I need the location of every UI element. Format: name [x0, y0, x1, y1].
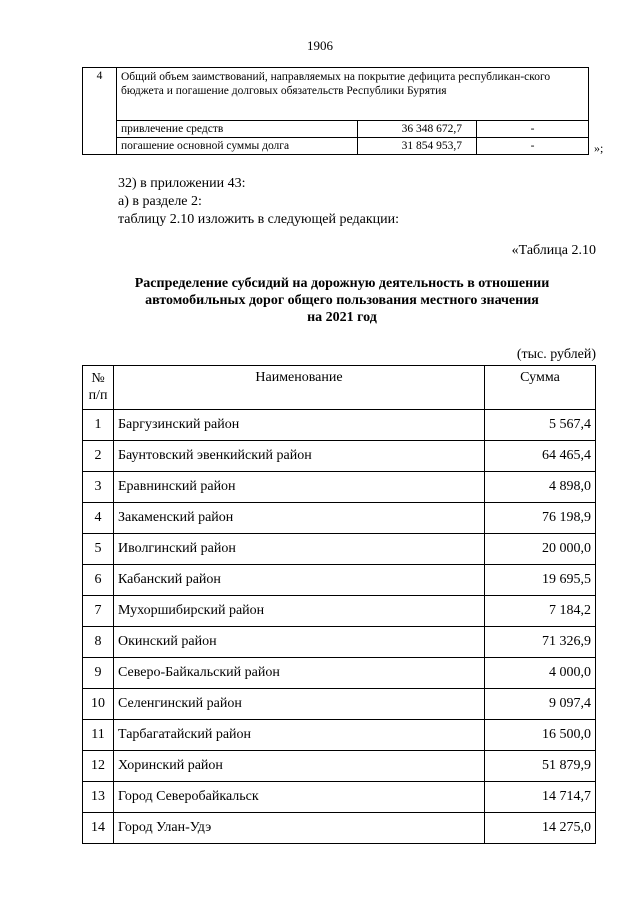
header-number	[83, 366, 114, 410]
row-sum: 4 898,0	[485, 472, 596, 503]
paragraph-subitem-a: а) в разделе 2:	[118, 194, 202, 209]
table-row	[83, 658, 596, 689]
row-name: Еравнинский район	[114, 472, 485, 503]
table-row	[83, 782, 596, 813]
row-sum: 9 097,4	[485, 689, 596, 720]
borrowing-subrow	[83, 121, 589, 138]
row-number: 3	[83, 472, 114, 503]
table-row	[83, 627, 596, 658]
row-sum: 51 879,9	[485, 751, 596, 782]
row-sum: 14 275,0	[485, 813, 596, 844]
header-sum: Сумма	[485, 366, 596, 410]
row-sum: 76 198,9	[485, 503, 596, 534]
borrowing-subrow-name: погашение основной суммы долга	[117, 138, 358, 155]
borrowing-subrow-extra: -	[477, 138, 589, 155]
row-name: Тарбагатайский район	[114, 720, 485, 751]
row-number: 14	[83, 813, 114, 844]
units-label: (тыс. рублей)	[516, 347, 596, 362]
closing-quote: »;	[594, 141, 604, 155]
row-name: Город Северобайкальск	[114, 782, 485, 813]
row-sum: 20 000,0	[485, 534, 596, 565]
header-name: Наименование	[114, 366, 485, 410]
row-name: Окинский район	[114, 627, 485, 658]
row-sum: 7 184,2	[485, 596, 596, 627]
borrowing-subrow	[83, 138, 589, 155]
table-row	[83, 813, 596, 844]
table-header-row	[83, 366, 596, 410]
borrowing-subrow-value: 36 348 672,7	[358, 121, 477, 138]
row-name: Мухоршибирский район	[114, 596, 485, 627]
row-name: Город Улан-Удэ	[114, 813, 485, 844]
row-name: Хоринский район	[114, 751, 485, 782]
row-name: Северо-Байкальский район	[114, 658, 485, 689]
row-number: 2	[83, 441, 114, 472]
title-line: автомобильных дорог общего пользования местного значения	[145, 293, 539, 308]
table-row	[83, 534, 596, 565]
row-number: 9	[83, 658, 114, 689]
title-line: Распределение субсидий на дорожную деятельность в отношении	[134, 276, 550, 291]
row-sum: 71 326,9	[485, 627, 596, 658]
borrowing-subrow-name: привлечение средств	[117, 121, 358, 138]
borrowing-description: Общий объем заимствований, направляемых на покрытие дефицита республикан-ского бюджета и погашение долговых обязательств Республики Бурятия	[117, 68, 589, 121]
row-sum: 14 714,7	[485, 782, 596, 813]
row-sum: 4 000,0	[485, 658, 596, 689]
row-sum: 5 567,4	[485, 410, 596, 441]
row-name: Кабанский район	[114, 565, 485, 596]
row-name: Селенгинский район	[114, 689, 485, 720]
table-row	[83, 472, 596, 503]
row-sum: 16 500,0	[485, 720, 596, 751]
row-number: 1	[83, 410, 114, 441]
table-row	[83, 751, 596, 782]
row-number: 8	[83, 627, 114, 658]
borrowing-row-number: 4	[83, 68, 117, 155]
subsidy-table	[82, 365, 596, 844]
row-number: 10	[83, 689, 114, 720]
row-name: Баунтовский эвенкийский район	[114, 441, 485, 472]
header-number-line2: п/п	[88, 388, 108, 403]
row-number: 6	[83, 565, 114, 596]
table-row	[83, 503, 596, 534]
table-row	[83, 441, 596, 472]
page-number: 1906	[307, 38, 333, 53]
row-number: 11	[83, 720, 114, 751]
table-label: «Таблица 2.10	[511, 243, 596, 258]
borrowing-subrow-extra: -	[477, 121, 589, 138]
title-line: на 2021 год	[307, 310, 377, 325]
table-row	[83, 720, 596, 751]
table-row	[83, 410, 596, 441]
row-number: 12	[83, 751, 114, 782]
row-number: 4	[83, 503, 114, 534]
row-sum: 19 695,5	[485, 565, 596, 596]
row-name: Закаменский район	[114, 503, 485, 534]
row-number: 13	[83, 782, 114, 813]
row-name: Баргузинский район	[114, 410, 485, 441]
paragraph-item-32: 32) в приложении 43:	[118, 176, 246, 191]
table-title	[92, 275, 592, 326]
table-row	[83, 565, 596, 596]
table-row	[83, 596, 596, 627]
header-number-line1: №	[91, 371, 105, 386]
paragraph-instruction: таблицу 2.10 изложить в следующей редакции:	[118, 212, 400, 227]
table-row	[83, 689, 596, 720]
borrowing-subrow-value: 31 854 953,7	[358, 138, 477, 155]
row-name: Иволгинский район	[114, 534, 485, 565]
borrowing-table	[82, 67, 589, 155]
row-sum: 64 465,4	[485, 441, 596, 472]
row-number: 5	[83, 534, 114, 565]
row-number: 7	[83, 596, 114, 627]
